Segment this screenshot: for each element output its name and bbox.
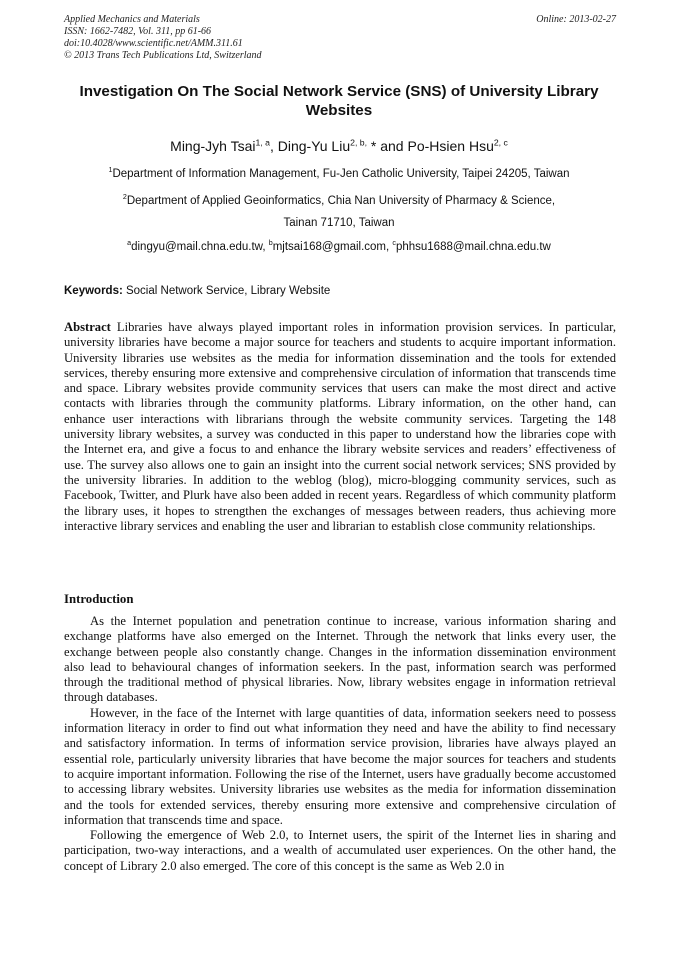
issn-line: ISSN: 1662-7482, Vol. 311, pp 61-66 — [64, 26, 212, 37]
email-sup: a — [127, 239, 132, 248]
email-address[interactable]: phhsu1688@mail.chna.edu.tw — [395, 241, 551, 253]
paragraph: As the Internet population and penetration continue to increase, various information sharing and exchange platforms have also emerged on the Internet. Through the network that links every user, the exchange between people also constantly change. Changes in the information dissemination environment also lead to behavioural changes of information seekers. In the past, information search was performed through the traditional method of physical libraries. Now, library websites engage in information retrieval through databases. — [64, 614, 616, 705]
author-name: Po-Hsien Hsu — [407, 138, 494, 154]
affiliation-sup: 2 — [122, 193, 127, 202]
email-sup: b — [268, 239, 273, 248]
affiliation-1 — [30, 166, 648, 182]
online-date: Online: 2013-02-27 — [536, 14, 616, 25]
copyright-line: © 2013 Trans Tech Publications Ltd, Switzerland — [64, 50, 262, 61]
author-sup: 2, c — [493, 137, 508, 148]
paragraph: However, in the face of the Internet with large quantities of data, information seekers need to possess information literacy in order to find out what information they need and have the ability to find necessary and satisfactory information. In terms of information service provision, libraries have always played an essential role, particularly university libraries that have become the major sources for teachers and students to acquire important information. Following the rise of the Internet, users have gradually become accustomed to accessing library websites. University libraries use websites as the media for information dissemination and the tools for extended services, thereby ensuring more extensive and comprehensive circulation of information that transcends time and space. — [64, 705, 616, 827]
journal-header — [64, 14, 616, 62]
keywords-line — [64, 283, 616, 299]
email-line — [30, 239, 648, 255]
author-line — [30, 137, 648, 155]
author-separator: , — [269, 138, 278, 154]
paper-title: Investigation On The Social Network Service (SNS) of University Library Websites — [79, 83, 599, 119]
abstract-label: Abstract — [64, 320, 111, 334]
abstract-block — [64, 320, 616, 534]
author-name: Ding-Yu Liu — [277, 138, 351, 154]
journal-name: Applied Mechanics and Materials — [64, 14, 200, 25]
email-address[interactable]: mjtsai168@gmail.com, — [272, 241, 393, 253]
affiliation-sup: 1 — [108, 166, 113, 175]
doi-line: doi:10.4028/www.scientific.net/AMM.311.61 — [64, 38, 243, 49]
paragraph: Following the emergence of Web 2.0, to Internet users, the spirit of the Internet lies in sharing and participation, two-way interactions, and a wealth of accumulated user experiences. On the other hand, the concept of Library 2.0 also emerged. The core of this concept is the same as Web 2.0 in — [64, 828, 616, 873]
introduction-body — [64, 614, 616, 874]
affiliation-2 — [30, 190, 648, 234]
author-name: Ming-Jyh Tsai — [170, 138, 256, 154]
affiliation-text: Department of Applied Geoinformatics, Chia Nan University of Pharmacy & Science, — [126, 195, 556, 207]
author-separator: * and — [367, 138, 408, 154]
abstract-text: Libraries have always played important roles in information provision services. In particular, university libraries have become a major source for teachers and students to acquire important information. University libraries use websites as the media for information dissemination and the tools for extended services, thereby ensuring more extensive and comprehensive circulation of information that transcends time and space. Library websites provide community services that users can make the most direct and active contacts with libraries through the community platforms. Library information, on the other hand, can enhance user interactions with librarians through the website community services. Targeting the 148 university library websites, a survey was conducted in this paper to understand how the libraries cope with the Internet era, and give a focus to and enhance the library website services and readers’ effectiveness of use. The survey also allows one to gain an insight into the current social network services; SNS provided by the university libraries. In addition to the weblog (blog), micro-blogging community services, such as Facebook, Twitter, and Plurk have also been added in recent years. Regardless of which community platform the library uses, it hopes to strengthen the exchanges of messages between readers, thus achieving more interactive library services and enabling the user and librarian to establish close community relationships. — [64, 320, 616, 533]
email-sup: c — [392, 239, 396, 248]
section-heading: Introduction — [64, 592, 134, 606]
author-sup: 2, b, — [350, 137, 367, 148]
keywords-label: Keywords: — [64, 285, 123, 297]
affiliation-text: Tainan 71710, Taiwan — [283, 217, 395, 229]
email-address[interactable]: dingyu@mail.chna.edu.tw, — [131, 241, 269, 253]
keywords-text: Social Network Service, Library Website — [122, 285, 331, 297]
affiliation-text: Department of Information Management, Fu-Jen Catholic University, Taipei 24205, Taiwan — [112, 168, 570, 180]
author-sup: 1, a — [255, 137, 270, 148]
